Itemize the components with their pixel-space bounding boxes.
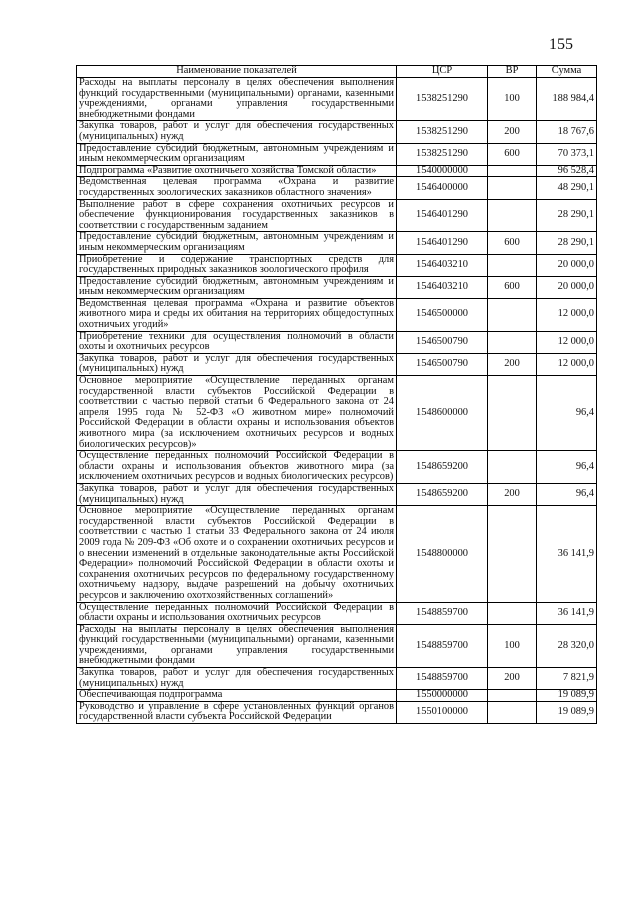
table-row	[77, 483, 597, 505]
table-row	[77, 232, 597, 254]
cell-vr	[488, 254, 537, 276]
cell-name: Расходы на выплаты персоналу в целях обеспечения выполнения функций государственными (муниципальными) органами, казенными учреждениями, органами управления государственными внебюджетными фондами	[77, 624, 397, 667]
cell-sum: 18 767,6	[537, 121, 597, 143]
cell-vr	[488, 331, 537, 353]
table-row	[77, 701, 597, 723]
cell-csr: 1546403210	[397, 276, 488, 298]
cell-csr: 1546400000	[397, 177, 488, 199]
cell-sum: 28 290,1	[537, 232, 597, 254]
cell-sum: 28 290,1	[537, 199, 597, 232]
cell-sum: 96 528,4	[537, 165, 597, 177]
cell-vr	[488, 701, 537, 723]
cell-sum: 36 141,9	[537, 506, 597, 602]
cell-sum: 19 089,9	[537, 701, 597, 723]
cell-csr: 1548659200	[397, 483, 488, 505]
header-sum: Сумма	[537, 66, 597, 78]
header-vr: ВР	[488, 66, 537, 78]
table-row	[77, 143, 597, 165]
cell-vr	[488, 451, 537, 484]
budget-table	[76, 65, 597, 724]
cell-vr: 200	[488, 121, 537, 143]
cell-name: Закупка товаров, работ и услуг для обеспечения государственных (муниципальных) нужд	[77, 121, 397, 143]
table-row	[77, 451, 597, 484]
header-name: Наименование показателей	[77, 66, 397, 78]
cell-csr: 1540000000	[397, 165, 488, 177]
cell-sum: 96,4	[537, 451, 597, 484]
cell-vr: 100	[488, 624, 537, 667]
table-row	[77, 506, 597, 602]
cell-name: Ведомственная целевая программа «Охрана и развитие объектов животного мира и среды их обитания на территориях общедоступных охотничьих угодий»	[77, 298, 397, 331]
cell-sum: 96,4	[537, 483, 597, 505]
cell-sum: 188 984,4	[537, 78, 597, 121]
cell-name: Осуществление переданных полномочий Российской Федерации в области охраны и использования объектов животного мира (за исключением охотничьих ресурсов и водных биологических ресурсов)	[77, 451, 397, 484]
cell-csr: 1546500790	[397, 331, 488, 353]
cell-sum: 36 141,9	[537, 602, 597, 624]
table-row	[77, 121, 597, 143]
cell-sum: 19 089,9	[537, 690, 597, 702]
table-header-row	[77, 66, 597, 78]
cell-csr: 1538251290	[397, 143, 488, 165]
cell-csr: 1546500000	[397, 298, 488, 331]
page-number: 155	[549, 36, 573, 53]
cell-vr	[488, 602, 537, 624]
cell-sum: 12 000,0	[537, 298, 597, 331]
cell-csr: 1546500790	[397, 353, 488, 375]
cell-csr: 1548859700	[397, 602, 488, 624]
cell-csr: 1548859700	[397, 624, 488, 667]
cell-sum: 20 000,0	[537, 254, 597, 276]
cell-sum: 96,4	[537, 376, 597, 451]
cell-name: Закупка товаров, работ и услуг для обеспечения государственных (муниципальных) нужд	[77, 353, 397, 375]
cell-vr	[488, 199, 537, 232]
cell-name: Подпрограмма «Развитие охотничьего хозяйства Томской области»	[77, 165, 397, 177]
cell-name: Приобретение техники для осуществления полномочий в области охоты и охотничьих ресурсов	[77, 331, 397, 353]
cell-name: Ведомственная целевая программа «Охрана и развитие государственных зоологических заказников областного значения»	[77, 177, 397, 199]
cell-name: Основное мероприятие «Осуществление переданных органам государственной власти субъектов Российской Федерации в соответствии с частью первой статьи 6 Федерального закона от 24 апреля 1995 года № 52-ФЗ «О животном мире» полномочий Российской Федерации в области охраны и использования объектов животного мира (за исключением охотничьих ресурсов и водных биологических ресурсов)»	[77, 376, 397, 451]
cell-csr: 1548659200	[397, 451, 488, 484]
cell-name: Расходы на выплаты персоналу в целях обеспечения выполнения функций государственными (муниципальными) органами, казенными учреждениями, органами управления государственными внебюджетными фондами	[77, 78, 397, 121]
cell-csr: 1550000000	[397, 690, 488, 702]
table-row	[77, 690, 597, 702]
cell-vr: 200	[488, 668, 537, 690]
cell-sum: 7 821,9	[537, 668, 597, 690]
cell-vr	[488, 177, 537, 199]
cell-vr	[488, 376, 537, 451]
cell-name: Выполнение работ в сфере сохранения охотничьих ресурсов и обеспечение функционирования государственных заказников в соответствии с государственным заданием	[77, 199, 397, 232]
cell-vr	[488, 298, 537, 331]
cell-csr: 1550100000	[397, 701, 488, 723]
cell-sum: 48 290,1	[537, 177, 597, 199]
table-row	[77, 276, 597, 298]
table-row	[77, 177, 597, 199]
cell-name: Предоставление субсидий бюджетным, автономным учреждениям и иным некоммерческим организациям	[77, 276, 397, 298]
cell-csr: 1546401290	[397, 232, 488, 254]
cell-name: Приобретение и содержание транспортных средств для государственных природных заказников зоологического профиля	[77, 254, 397, 276]
table-body	[77, 78, 597, 724]
table-row	[77, 78, 597, 121]
cell-csr: 1546401290	[397, 199, 488, 232]
table-row	[77, 376, 597, 451]
table-row	[77, 353, 597, 375]
cell-name: Закупка товаров, работ и услуг для обеспечения государственных (муниципальных) нужд	[77, 668, 397, 690]
cell-vr	[488, 506, 537, 602]
header-csr: ЦСР	[397, 66, 488, 78]
cell-csr: 1548600000	[397, 376, 488, 451]
cell-name: Обеспечивающая подпрограмма	[77, 690, 397, 702]
table-row	[77, 602, 597, 624]
cell-vr	[488, 690, 537, 702]
cell-vr: 200	[488, 483, 537, 505]
cell-name: Основное мероприятие «Осуществление переданных органам государственной власти субъектов Российской Федерации в соответствии с частью 1 статьи 33 Федерального закона от 24 июля 2009 года № 209-ФЗ «Об охоте и о сохранении охотничьих ресурсов и о внесении изменений в отдельные законодательные акты Российской Федерации» полномочий Российской Федерации в области охоты и сохранения охотничьих ресурсов по федеральному государственному охотничьему надзору, выдаче разрешений на добычу охотничьих ресурсов и заключению охотхозяйственных соглашений»	[77, 506, 397, 602]
cell-name: Осуществление переданных полномочий Российской Федерации в области охраны и использования охотничьих ресурсов	[77, 602, 397, 624]
cell-sum: 12 000,0	[537, 353, 597, 375]
cell-name: Руководство и управление в сфере установленных функций органов государственной власти субъекта Российской Федерации	[77, 701, 397, 723]
cell-vr: 600	[488, 232, 537, 254]
cell-csr: 1546403210	[397, 254, 488, 276]
cell-csr: 1538251290	[397, 121, 488, 143]
cell-sum: 12 000,0	[537, 331, 597, 353]
cell-vr: 100	[488, 78, 537, 121]
cell-vr: 600	[488, 143, 537, 165]
cell-vr	[488, 165, 537, 177]
cell-name: Закупка товаров, работ и услуг для обеспечения государственных (муниципальных) нужд	[77, 483, 397, 505]
table-row	[77, 624, 597, 667]
cell-csr: 1548859700	[397, 668, 488, 690]
cell-sum: 70 373,1	[537, 143, 597, 165]
cell-sum: 20 000,0	[537, 276, 597, 298]
table-row	[77, 331, 597, 353]
cell-vr: 600	[488, 276, 537, 298]
table-row	[77, 298, 597, 331]
cell-sum: 28 320,0	[537, 624, 597, 667]
table-row	[77, 254, 597, 276]
table-row	[77, 165, 597, 177]
table-row	[77, 199, 597, 232]
cell-csr: 1538251290	[397, 78, 488, 121]
table-row	[77, 668, 597, 690]
cell-name: Предоставление субсидий бюджетным, автономным учреждениям и иным некоммерческим организациям	[77, 232, 397, 254]
cell-vr: 200	[488, 353, 537, 375]
cell-name: Предоставление субсидий бюджетным, автономным учреждениям и иным некоммерческим организациям	[77, 143, 397, 165]
cell-csr: 1548800000	[397, 506, 488, 602]
